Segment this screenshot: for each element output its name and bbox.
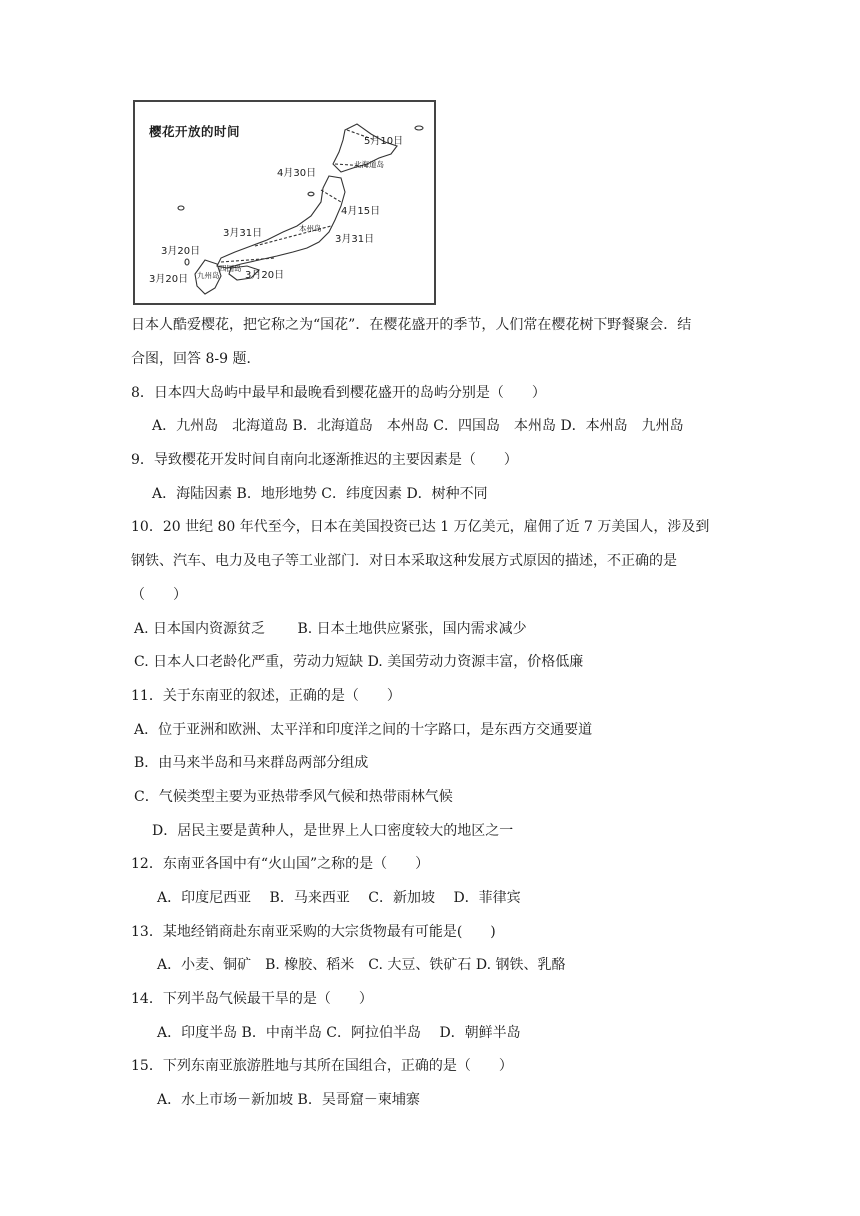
sado-island-shape bbox=[308, 192, 314, 196]
question-12-options: A．印度尼西亚 B．马来西亚 C．新加坡 D．菲律宾 bbox=[157, 890, 521, 906]
question-10-line-3: （ ） bbox=[131, 587, 187, 603]
map-title: 樱花开放的时间 bbox=[149, 124, 241, 139]
question-10-line-1: 10．20 世纪 80 年代至今，日本在美国投资已达 1 万亿美元，雇佣了近 7 万美国人，涉及到 bbox=[131, 519, 710, 535]
question-15-options: A．水上市场－新加坡 B．吴哥窟－柬埔寨 bbox=[157, 1092, 420, 1108]
date-label-honshu-east: 3月31日 bbox=[335, 234, 375, 245]
oki-island-shape bbox=[178, 206, 184, 210]
date-label-hokkaido-north: 5月10日 bbox=[364, 136, 404, 147]
question-13-options: A．小麦、铜矿 B. 橡胶、稻米 C. 大豆、铁矿石 D. 钢铁、乳酪 bbox=[157, 957, 566, 973]
intro-line-2: 合图，回答 8-9 题． bbox=[131, 351, 261, 367]
intro-line-1: 日本人酷爱樱花，把它称之为“国花”．在樱花盛开的季节，人们常在樱花树下野餐聚会．结 bbox=[131, 317, 692, 333]
question-11: 11．关于东南亚的叙述，正确的是（ ） bbox=[131, 688, 401, 704]
question-10-options-cd: C. 日本人口老龄化严重，劳动力短缺 D. 美国劳动力资源丰富，价格低廉 bbox=[134, 654, 584, 670]
question-9: 9．导致樱花开发时间自南向北逐渐推迟的主要因素是（ ） bbox=[131, 452, 518, 468]
island-label-honshu: 本州岛 bbox=[299, 224, 322, 233]
question-10-line-2: 钢铁、汽车、电力及电子等工业部门．对日本采取这种发展方式原因的描述，不正确的是 bbox=[131, 553, 677, 569]
question-11-option-c: C．气候类型主要为亚热带季风气候和热带雨林气候 bbox=[134, 789, 453, 805]
question-10-options-ab: A. 日本国内资源贫乏 B. 日本土地供应紧张，国内需求减少 bbox=[134, 621, 527, 637]
isoline-mar-20 bbox=[221, 258, 275, 262]
question-8: 8．日本四大岛屿中最早和最晚看到樱花盛开的岛屿分别是（ ） bbox=[131, 385, 546, 401]
question-11-option-a: A．位于亚洲和欧洲、太平洋和印度洋之间的十字路口，是东西方交通要道 bbox=[134, 722, 593, 738]
honshu-outline bbox=[217, 176, 345, 268]
question-14: 14．下列半岛气候最干旱的是（ ） bbox=[131, 991, 373, 1007]
date-label-kyushu-south: 3月20日 bbox=[149, 274, 189, 285]
date-label-kyushu-north: 3月20日 bbox=[161, 246, 201, 257]
question-13: 13．某地经销商赴东南亚采购的大宗货物最有可能是( ) bbox=[131, 924, 496, 940]
island-label-shikoku: 四国岛 bbox=[219, 264, 242, 273]
date-label-shikoku: 3月20日 bbox=[245, 270, 285, 281]
question-11-option-d: D．居民主要是黄种人，是世界上人口密度较大的地区之一 bbox=[152, 823, 514, 839]
kuril-island-shape bbox=[415, 126, 423, 130]
island-label-kyushu: 九州岛 bbox=[197, 271, 220, 280]
question-14-options: A．印度半岛 B．中南半岛 C．阿拉伯半岛 D．朝鲜半岛 bbox=[157, 1025, 521, 1041]
date-label-hokkaido-west: 4月30日 bbox=[277, 168, 317, 179]
isoline-apr-15 bbox=[321, 190, 341, 202]
date-label-honshu-north: 4月15日 bbox=[341, 206, 381, 217]
island-label-hokkaido: 北海道岛 bbox=[354, 160, 384, 169]
question-12: 12．东南亚各国中有“火山国”之称的是（ ） bbox=[131, 856, 430, 872]
cherry-blossom-map bbox=[133, 100, 436, 305]
tsushima-island-shape bbox=[185, 259, 189, 265]
date-label-honshu-west: 3月31日 bbox=[223, 228, 263, 239]
question-11-option-b: B．由马来半岛和马来群岛两部分组成 bbox=[134, 755, 369, 771]
question-9-options: A．海陆因素 B．地形地势 C．纬度因素 D．树种不同 bbox=[152, 486, 488, 502]
question-15: 15．下列东南亚旅游胜地与其所在国组合，正确的是（ ） bbox=[131, 1058, 513, 1074]
question-8-options: A．九州岛 北海道岛 B．北海道岛 本州岛 C．四国岛 本州岛 D．本州岛 九州岛 bbox=[152, 418, 684, 434]
